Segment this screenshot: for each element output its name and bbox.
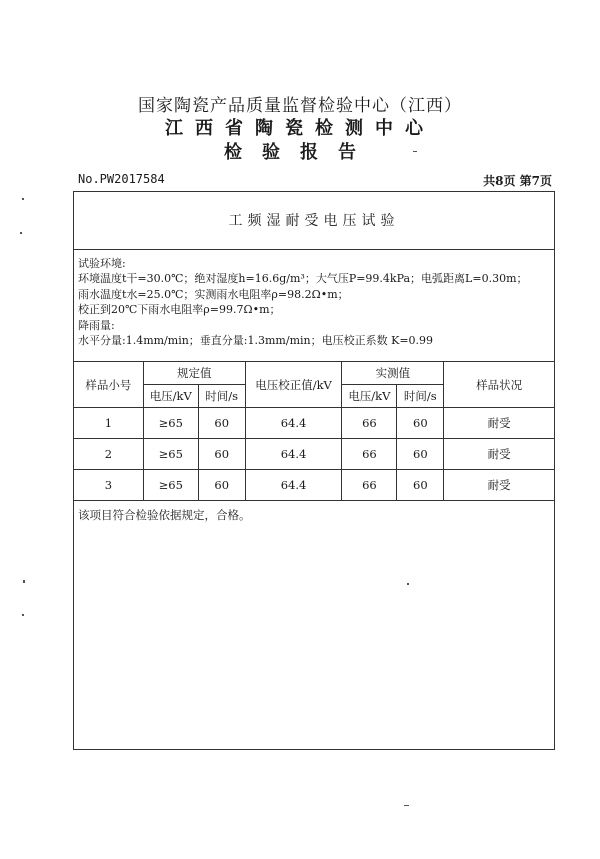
header-measured: 实测值 [342, 362, 444, 385]
cell-meas-time: 60 [397, 408, 444, 439]
conditions-line-1: 环境温度t干=30.0℃；绝对湿度h=16.6g/m³；大气压P=99.4kPa；电弧距离L=0.30m； [78, 272, 528, 286]
cell-spec-time: 60 [198, 470, 245, 501]
report-number: No.PW2017584 [78, 172, 165, 186]
header-corrected: 电压校正值/kV [245, 362, 342, 408]
page-info: 共8页 第7页 [483, 174, 552, 188]
header-spec-time: 时间/s [198, 385, 245, 408]
cell-sample: 2 [74, 439, 144, 470]
report-frame [73, 191, 555, 750]
cell-status: 耐受 [444, 439, 555, 470]
results-table [73, 361, 555, 501]
cell-corrected: 64.4 [245, 470, 342, 501]
cell-spec-time: 60 [198, 439, 245, 470]
scan-speck [404, 805, 409, 806]
scan-speck [23, 580, 25, 583]
scan-speck [413, 151, 417, 152]
conditions-line-2: 雨水温度t水=25.0℃；实测雨水电阻率ρ=98.2Ω•m； [78, 287, 349, 301]
cell-spec-voltage: ≥65 [143, 408, 198, 439]
cell-meas-time: 60 [397, 439, 444, 470]
rain-label: 降雨量: [78, 318, 115, 332]
conclusion: 该项目符合检验依据规定，合格。 [78, 508, 251, 522]
cell-spec-voltage: ≥65 [143, 470, 198, 501]
cell-sample: 3 [74, 470, 144, 501]
table-row [74, 439, 555, 470]
scan-speck [20, 232, 22, 234]
cell-spec-voltage: ≥65 [143, 439, 198, 470]
cell-meas-time: 60 [397, 470, 444, 501]
table-row [74, 408, 555, 439]
header-spec-voltage: 电压/kV [143, 385, 198, 408]
cell-sample: 1 [74, 408, 144, 439]
cell-meas-voltage: 66 [342, 408, 397, 439]
cell-meas-voltage: 66 [342, 470, 397, 501]
cell-meas-voltage: 66 [342, 439, 397, 470]
cell-corrected: 64.4 [245, 439, 342, 470]
table-row [74, 470, 555, 501]
scan-speck [22, 614, 24, 616]
report-title: 检验报告 [224, 142, 376, 163]
header-meas-voltage: 电压/kV [342, 385, 397, 408]
cell-corrected: 64.4 [245, 408, 342, 439]
center-title: 江西省陶瓷检测中心 [165, 118, 435, 139]
institution-title: 国家陶瓷产品质量监督检验中心（江西） [138, 96, 462, 116]
conditions-line-3: 校正到20℃下雨水电阻率ρ=99.7Ω•m； [78, 303, 281, 317]
header-sample: 样品小号 [74, 362, 144, 408]
test-conditions [78, 256, 528, 348]
header-spec: 规定值 [143, 362, 245, 385]
header-meas-time: 时间/s [397, 385, 444, 408]
header-status: 样品状况 [444, 362, 555, 408]
cell-status: 耐受 [444, 470, 555, 501]
conditions-label: 试验环境: [78, 257, 126, 270]
cell-spec-time: 60 [198, 408, 245, 439]
scan-speck [22, 198, 24, 200]
cell-status: 耐受 [444, 408, 555, 439]
scan-speck [407, 583, 409, 585]
section-title: 工频湿耐受电压试验 [74, 192, 554, 250]
rain-line: 水平分量:1.4mm/min；垂直分量:1.3mm/min；电压校正系数 K=0.99 [78, 334, 434, 348]
